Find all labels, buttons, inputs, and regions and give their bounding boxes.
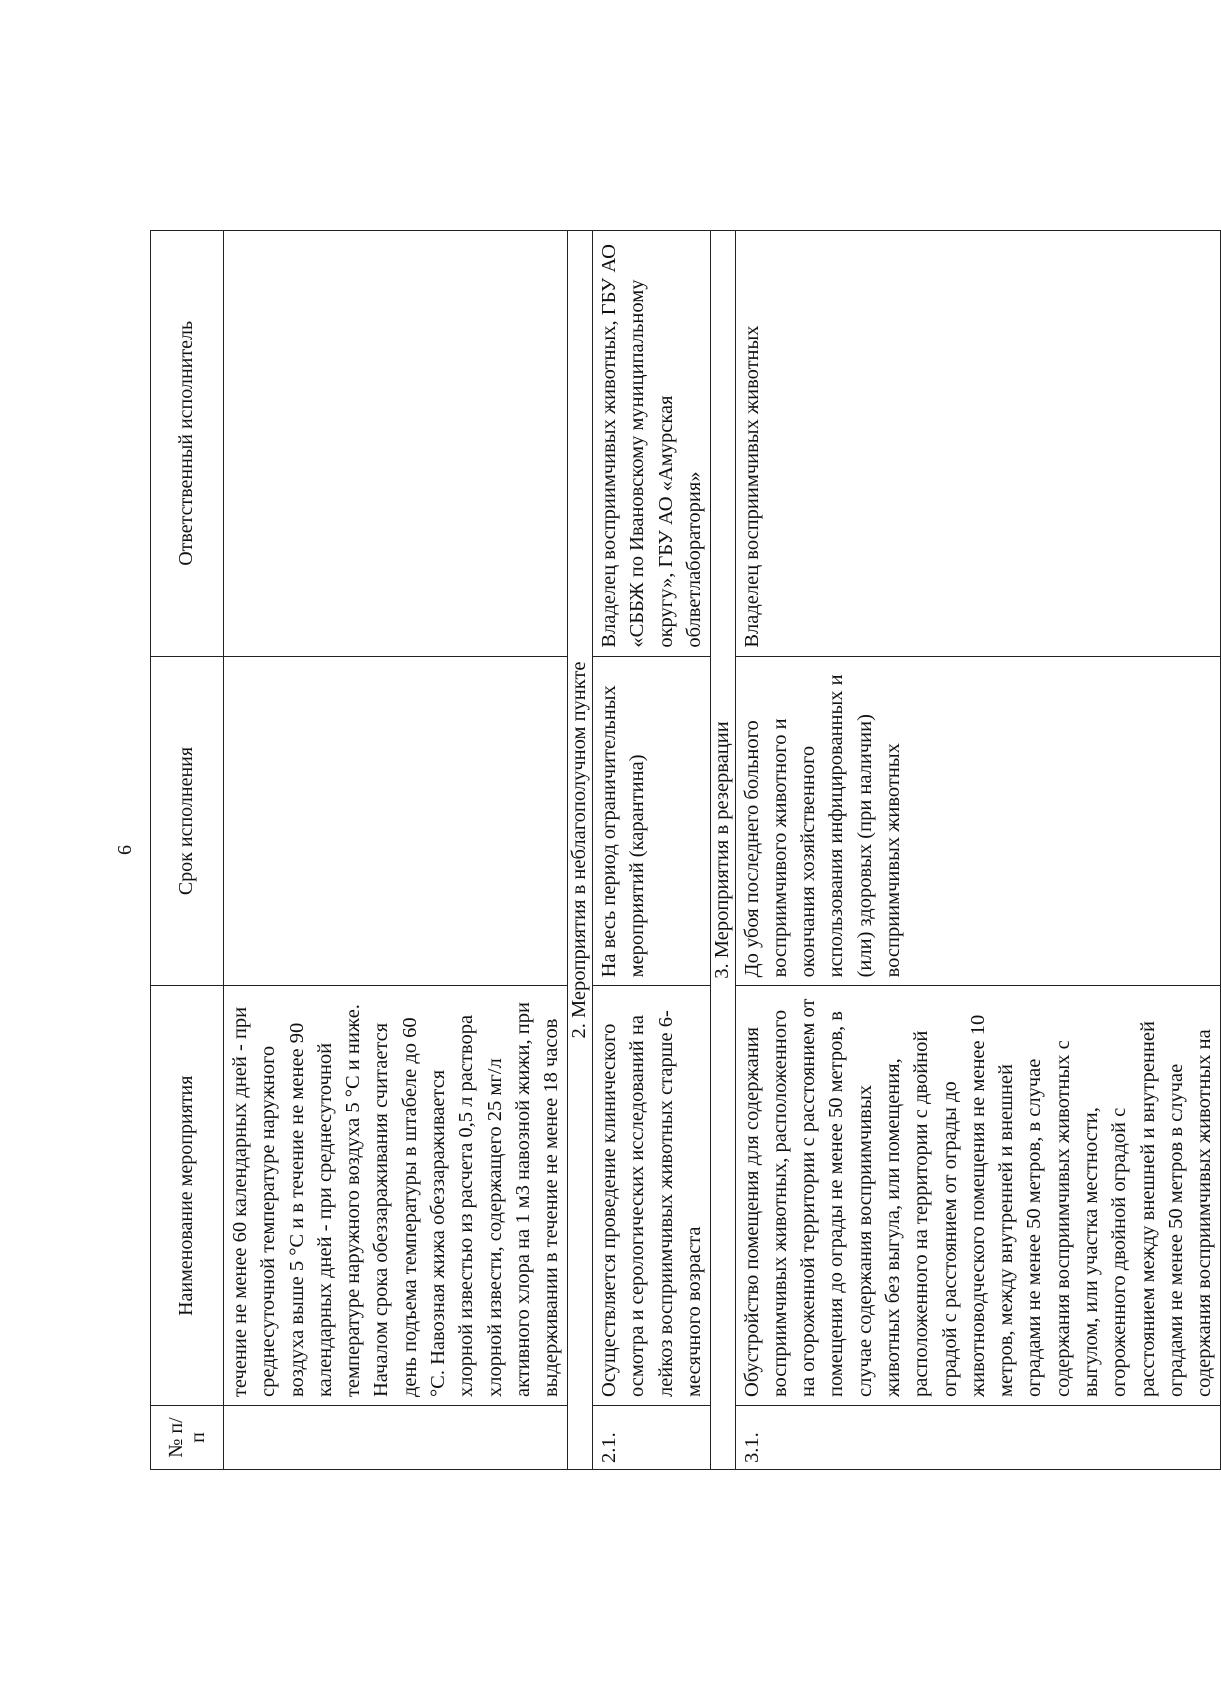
section-title-3: 3. Мероприятия в резервации xyxy=(711,231,736,1470)
measure-name-cell: Осуществляется проведение клинического осмотра и серологических исследований на лейкоз восприимчивых животных старше 6-месячного возраста xyxy=(592,986,710,1406)
responsible-cell: Владелец восприимчивых животных xyxy=(735,231,1221,657)
rotated-sheet xyxy=(114,230,1216,1470)
deadline-cell: На весь период ограничительных мероприятий (карантина) xyxy=(592,656,710,986)
table-row xyxy=(224,231,568,1470)
measure-name-cell: Обустройство помещения для содержания восприимчивых животных, расположенного на огороженной территории с расстоянием от помещения до ограды не менее 50 метров, в случае содержания восприимчивых животных без выгула, или помещения, расположенного на территории с двойной оградой с расстоянием от ограды до животноводческого помещения не менее 10 метров, между внутренней и внешней оградами не менее 50 метров, в случае содержания восприимчивых животных с выгулом, или участка местности, огороженного двойной оградой с расстоянием между внешней и внутренней оградами не менее 50 метров в случае содержания восприимчивых животных на xyxy=(735,986,1221,1406)
header-number: № п/п xyxy=(151,1406,224,1470)
row-number: 2.1. xyxy=(592,1406,710,1470)
header-measure-name: Наименование мероприятия xyxy=(151,986,224,1406)
measures-table xyxy=(150,230,1221,1470)
deadline-cell xyxy=(224,656,568,986)
table-row xyxy=(735,231,1221,1470)
row-number: 3.1. xyxy=(735,1406,1221,1470)
responsible-cell xyxy=(224,231,568,657)
row-number xyxy=(224,1406,568,1470)
header-deadline: Срок исполнения xyxy=(151,656,224,986)
section-row xyxy=(568,231,593,1470)
section-row xyxy=(711,231,736,1470)
table-row xyxy=(592,231,710,1470)
header-responsible: Ответственный исполнитель xyxy=(151,231,224,657)
table-header-row xyxy=(151,231,224,1470)
deadline-cell: До убоя последнего больного восприимчивого животного и окончания хозяйственного использования инфицированных и (или) здоровых (при наличии) восприимчивых животных xyxy=(735,656,1221,986)
page-number: 6 xyxy=(114,845,136,855)
responsible-cell: Владелец восприимчивых животных, ГБУ АО «СББЖ по Ивановскому муниципальному округу», ГБУ АО «Амурская облветлаборатория» xyxy=(592,231,710,657)
section-title-2: 2. Мероприятия в неблагополучном пункте xyxy=(568,231,593,1470)
measure-name-cell: течение не менее 60 календарных дней - при среднесуточной температуре наружного воздуха выше 5 °С и в течение не менее 90 календарных дней - при среднесуточной температуре наружного воздуха 5 °С и ниже. Началом срока обеззараживания считается день подъема температуры в штабеле до 60 °С. Навозная жижа обеззараживается хлорной известью из расчета 0,5 л раствора хлорной извести, содержащего 25 мг/л активного хлора на 1 м3 навозной жижи, при выдерживании в течение не менее 18 часов xyxy=(224,986,568,1406)
